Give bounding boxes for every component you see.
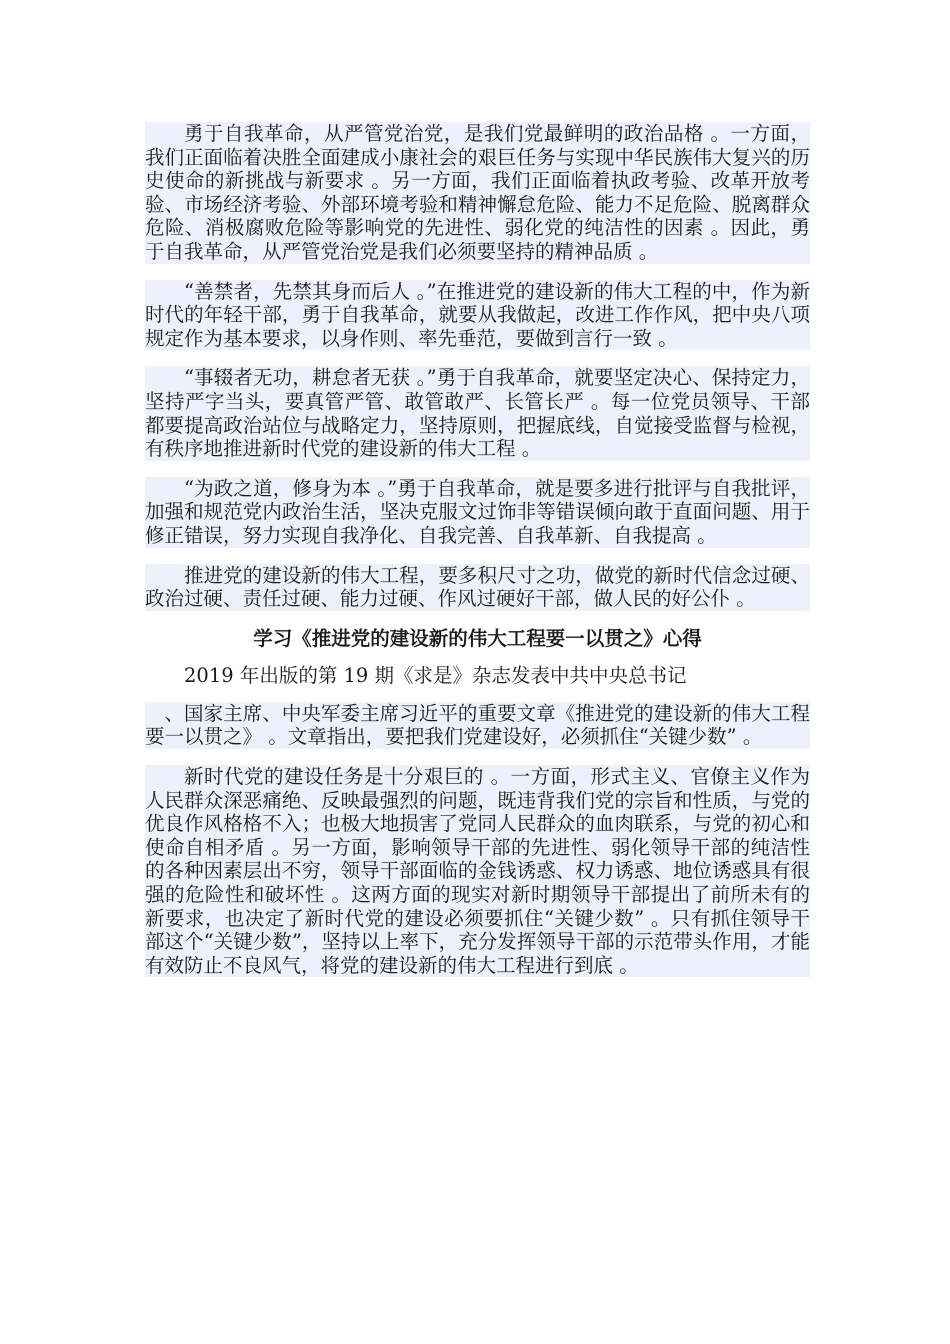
paragraph-conclusion: 推进党的建设新的伟大工程，要多积尺寸之功，做党的新时代信念过硬、政治过硬、责任过硬、能力过硬、作风过硬好干部，做人民的好公仆 。 — [145, 563, 810, 611]
paragraph-self-revolution: 勇于自我革命，从严管党治党，是我们党最鲜明的政治品格 。一方面，我们正面临着决胜全面建成小康社会的艰巨任务与实现中华民族伟大复兴的历史使命的新挑战与新要求 。另一方面，我们正面临着执政考验、改革开放考验、市场经济考验、外部环境考验和精神懈怠危险、能力不足危险、脱离群众危险、消极腐败危险等影响党的先进性、弱化党的纯洁性的因素 。因此，勇于自我革命，从严管党治党是我们必须要坚持的精神品质 。 — [145, 122, 810, 263]
paragraph-key-minority: 、国家主席、中央军委主席习近平的重要文章《推进党的建设新的伟大工程要一以贯之》 。文章指出，要把我们党建设好，必须抓住“关键少数” 。 — [145, 701, 810, 749]
paragraph-shan-jin-zhe: “善禁者，先禁其身而后人 。”在推进党的建设新的伟大工程的中，作为新时代的年轻干部，勇于自我革命，就要从我做起，改进工作作风，把中央八项规定作为基本要求，以身作则、率先垂范，要做到言行一致 。 — [145, 279, 810, 350]
paragraph-new-era-tasks: 新时代党的建设任务是十分艰巨的 。一方面，形式主义、官僚主义作为人民群众深恶痛绝、反映最强烈的问题，既违背我们党的宗旨和性质，与党的优良作风格格不入；也极大地损害了党同人民群众的血肉联系，与党的初心和使命自相矛盾 。另一方面，影响领导干部的先进性、弱化领导干部的纯洁性的各种因素层出不穷，领导干部面临的金钱诱惑、权力诱惑、地位诱惑具有很强的危险性和破坏性 。这两方面的现实对新时期领导干部提出了前所未有的新要求，也决定了新时代党的建设必须要抓住“关键少数” 。只有抓住领导干部这个“关键少数”，坚持以上率下，充分发挥领导干部的示范带头作用，才能有效防止不良风气，将党的建设新的伟大工程进行到底 。 — [145, 765, 810, 977]
intro-line: 2019 年出版的第 19 期《求是》杂志发表中共中央总书记 — [184, 664, 687, 688]
paragraph-wei-zheng-zhi-dao: “为政之道，修身为本 。”勇于自我革命，就是要多进行批评与自我批评，加强和规范党内政治生活，坚决克服文过饰非等错误倾向敢于直面问题、用于修正错误，努力实现自我净化、自我完善、自我革新、自我提高 。 — [145, 476, 810, 547]
paragraph-shi-chuo-zhe: “事辍者无功，耕怠者无获 。”勇于自我革命，就要坚定决心、保持定力，坚持严字当头，要真管严管、敢管敢严、长管长严 。每一位党员领导、干部都要提高政治站位与战略定力，坚持原则，把握底线，自觉接受监督与检视，有秩序地推进新时代党的建设新的伟大工程 。 — [145, 366, 810, 461]
document-body — [145, 122, 810, 993]
section-title: 学习《推进党的建设新的伟大工程要一以贯之》心得 — [253, 626, 702, 650]
